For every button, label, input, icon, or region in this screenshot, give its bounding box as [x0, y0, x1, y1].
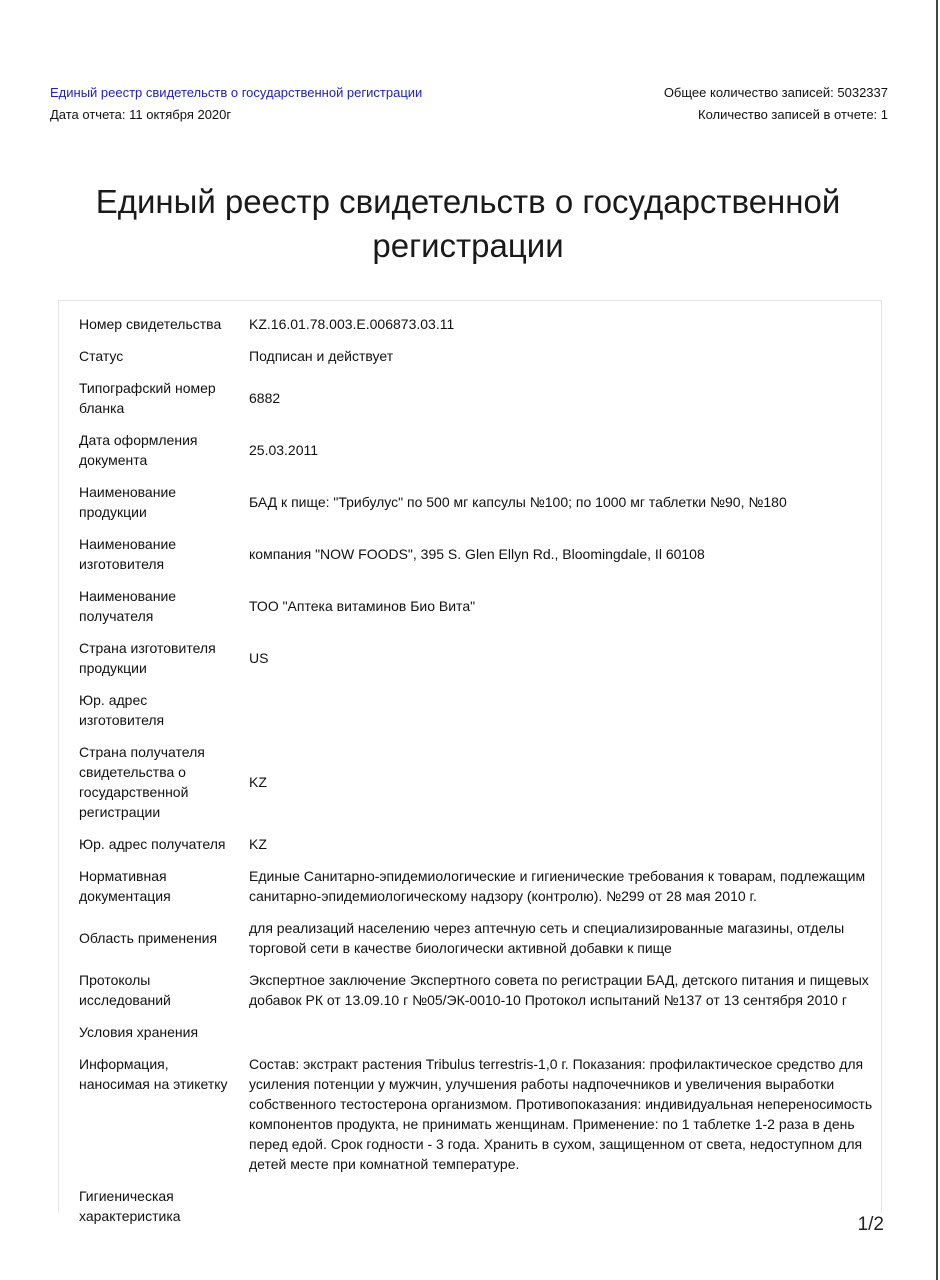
row-label: Условия хранения [79, 1024, 199, 1040]
row-label: Статус [79, 348, 124, 364]
row-value: БАД к пище: "Трибулус" по 500 мг капсулы №100; по 1000 мг таблетки №90, №180 [249, 494, 787, 510]
report-date: Дата отчета: 11 октября 2020г [50, 107, 232, 122]
row-value: 25.03.2011 [249, 442, 319, 458]
table-row [79, 1184, 879, 1236]
report-header-right [664, 82, 888, 126]
table-row [79, 428, 879, 480]
report-header-left [50, 82, 422, 126]
table-row [79, 1020, 879, 1052]
table-row [79, 480, 879, 532]
report-records: Количество записей в отчете: 1 [698, 107, 888, 122]
row-value: для реализаций населению через аптечную сеть и специализированные магазины, отделы торговой сети в качестве биологически активной добавки к пище [249, 920, 845, 956]
row-label: Страна изготовителя продукции [79, 640, 216, 676]
certificate-card [58, 300, 882, 1224]
total-records: Общее количество записей: 5032337 [663, 85, 888, 100]
page-indicator: 1/2 [857, 1214, 884, 1235]
row-value: компания "NOW FOODS", 395 S. Glen Ellyn Rd., Bloomingdale, Il 60108 [249, 546, 705, 562]
table-row [79, 832, 879, 864]
row-value [249, 1184, 879, 1236]
table-row [79, 312, 879, 344]
row-label: Наименование продукции [79, 484, 177, 520]
row-label: Наименование получателя [79, 588, 177, 624]
page-title: Единый реестр свидетельств о государственной регистрации [95, 183, 841, 264]
row-value: Состав: экстракт растения Tribulus terrestris-1,0 г. Показания: профилактическое средство для усиления потенции у мужчин, улучшения работы надпочечников и увеличения выработки собственного тестостерона организмом. Противопоказания: индивидуальная непереносимость компонентов продукта, не принимать женщинам. Применение: по 1 таблетке 1-2 раза в день перед едой. Срок годности - 3 года. Хранить в сухом, защищенном от света, недоступном для детей месте при комнатной температуре. [249, 1056, 873, 1172]
row-label: Номер свидетельства [79, 316, 222, 332]
row-label: Гигиеническая характеристика [79, 1188, 181, 1224]
table-row [79, 376, 879, 428]
row-value: KZ.16.01.78.003.E.006873.03.11 [249, 316, 455, 332]
row-value: 6882 [249, 390, 281, 406]
certificate-table [79, 312, 879, 1236]
table-row [79, 916, 879, 968]
row-value: US [249, 650, 269, 666]
row-value: ТОО "Аптека витаминов Био Вита" [249, 598, 476, 614]
row-label: Юр. адрес получателя [79, 836, 226, 852]
row-label: Юр. адрес изготовителя [79, 692, 165, 728]
row-label: Протоколы исследований [79, 972, 171, 1008]
row-value [249, 1020, 879, 1052]
row-label: Наименование изготовителя [79, 536, 177, 572]
table-row [79, 968, 879, 1020]
table-row [79, 864, 879, 916]
table-row [79, 688, 879, 740]
row-value: Подписан и действует [249, 348, 394, 364]
row-value: Экспертное заключение Экспертного совета по регистрации БАД, детского питания и пищевых добавок РК от 13.09.10 г №05/ЭК-0010-10 Протокол испытаний №137 от 13 сентября 2010 г [249, 972, 869, 1008]
table-row [79, 584, 879, 636]
row-value: KZ [249, 774, 267, 790]
row-label: Информация, наносимая на этикетку [79, 1056, 228, 1092]
table-row [79, 636, 879, 688]
row-label: Область применения [79, 930, 218, 946]
row-label: Типографский номер бланка [79, 380, 216, 416]
registry-link[interactable]: Единый реестр свидетельств о государственной регистрации [50, 85, 423, 100]
table-row [79, 740, 879, 832]
row-label: Дата оформления документа [79, 432, 198, 468]
table-row [79, 532, 879, 584]
row-value [249, 688, 879, 740]
table-row [79, 344, 879, 376]
row-value: Единые Санитарно-эпидемиологические и гигиенические требования к товарам, подлежащим санитарно-эпидемиологическому надзору (контролю). №299 от 28 мая 2010 г. [249, 868, 866, 904]
row-value: KZ [249, 836, 267, 852]
row-label: Страна получателя свидетельства о государственной регистрации [79, 744, 205, 820]
row-label: Нормативная документация [79, 868, 171, 904]
table-row [79, 1052, 879, 1184]
